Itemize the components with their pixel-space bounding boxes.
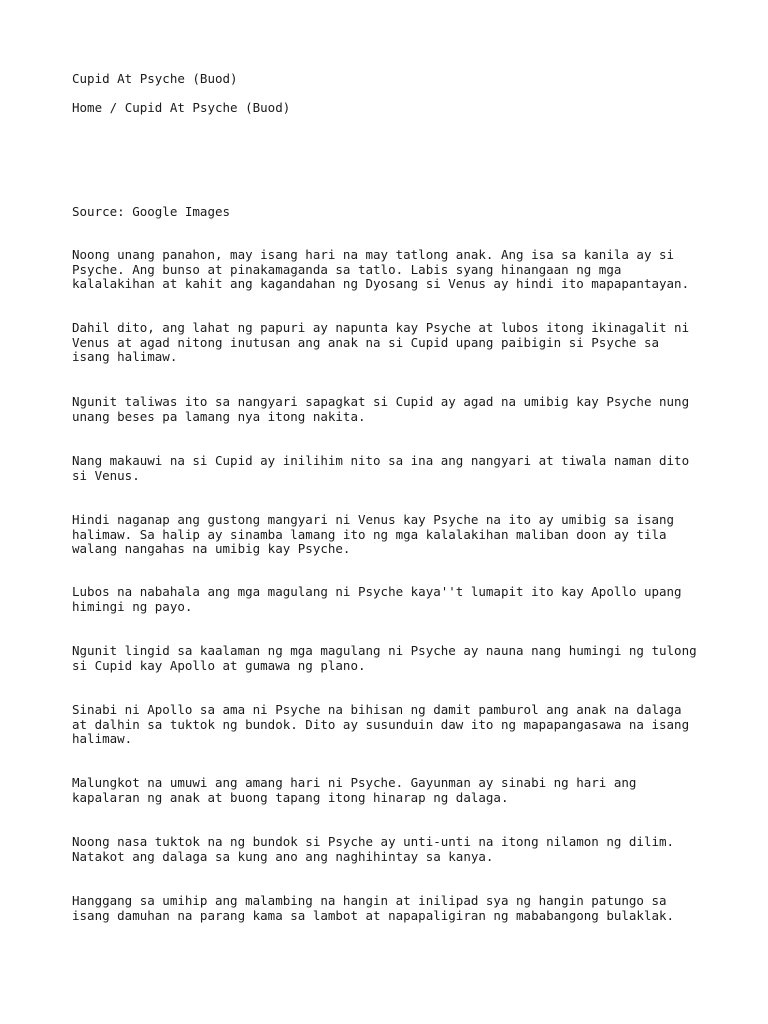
page-title: Cupid At Psyche (Buod) [72, 71, 238, 86]
paragraph-6: Lubos na nabahala ang mga magulang ni Psyche kaya''t lumapit ito kay Apollo upang himingi ng payo. [72, 584, 682, 614]
paragraph-3: Ngunit taliwas ito sa nangyari sapagkat si Cupid ay agad na umibig kay Psyche nung unang beses pa lamang nya itong nakita. [72, 394, 690, 424]
paragraph-2: Dahil dito, ang lahat ng papuri ay napunta kay Psyche at lubos itong ikinagalit ni Venus at agad nitong inutusan ang anak na si Cupid upang paibigin si Psyche sa isang halimaw. [72, 320, 690, 364]
paragraph-10: Noong nasa tuktok na ng bundok si Psyche ay unti-unti na itong nilamon ng dilim. Natakot ang dalaga sa kung ano ang naghihintay sa kanya. [72, 834, 675, 864]
paragraph-1: Noong unang panahon, may isang hari na may tatlong anak. Ang isa sa kanila ay si Psyche. Ang bunso at pinakamaganda sa tatlo. Labis syang hinangaan ng mga kalalakihan at kahit ang kagandahan ng Dyosang si Venus ay hindi ito mapapantayan. [72, 247, 690, 291]
breadcrumb-home-link[interactable]: Home [72, 100, 103, 115]
paragraph-8: Sinabi ni Apollo sa ama ni Psyche na bihisan ng damit pamburol ang anak na dalaga at dalhin sa tuktok ng bundok. Dito ay susunduin daw ito ng mapapangasawa na isang halimaw. [72, 702, 690, 746]
paragraph-4: Nang makauwi na si Cupid ay inilihim nito sa ina ang nangyari at tiwala naman dito si Venus. [72, 453, 690, 483]
breadcrumb [72, 101, 290, 116]
paragraph-5: Hindi naganap ang gustong mangyari ni Venus kay Psyche na ito ay umibig sa isang halimaw. Sa halip ay sinamba lamang ito ng mga kalalakihan maliban doon ay tila walang nangahas na umibig kay Psyche. [72, 512, 675, 556]
breadcrumb-separator: / [102, 100, 125, 115]
paragraph-11: Hanggang sa umihip ang malambing na hangin at inilipad sya ng hangin patungo sa isang damuhan na parang kama sa lambot at napapaligiran ng mababangong bulaklak. [72, 893, 675, 923]
paragraph-7: Ngunit lingid sa kaalaman ng mga magulang ni Psyche ay nauna nang humingi ng tulong si Cupid kay Apollo at gumawa ng plano. [72, 643, 697, 673]
paragraph-9: Malungkot na umuwi ang amang hari ni Psyche. Gayunman ay sinabi ng hari ang kapalaran ng anak at buong tapang itong hinarap ng dalaga. [72, 775, 637, 805]
breadcrumb-current: Cupid At Psyche (Buod) [124, 100, 291, 115]
image-source-caption: Source: Google Images [72, 204, 231, 219]
